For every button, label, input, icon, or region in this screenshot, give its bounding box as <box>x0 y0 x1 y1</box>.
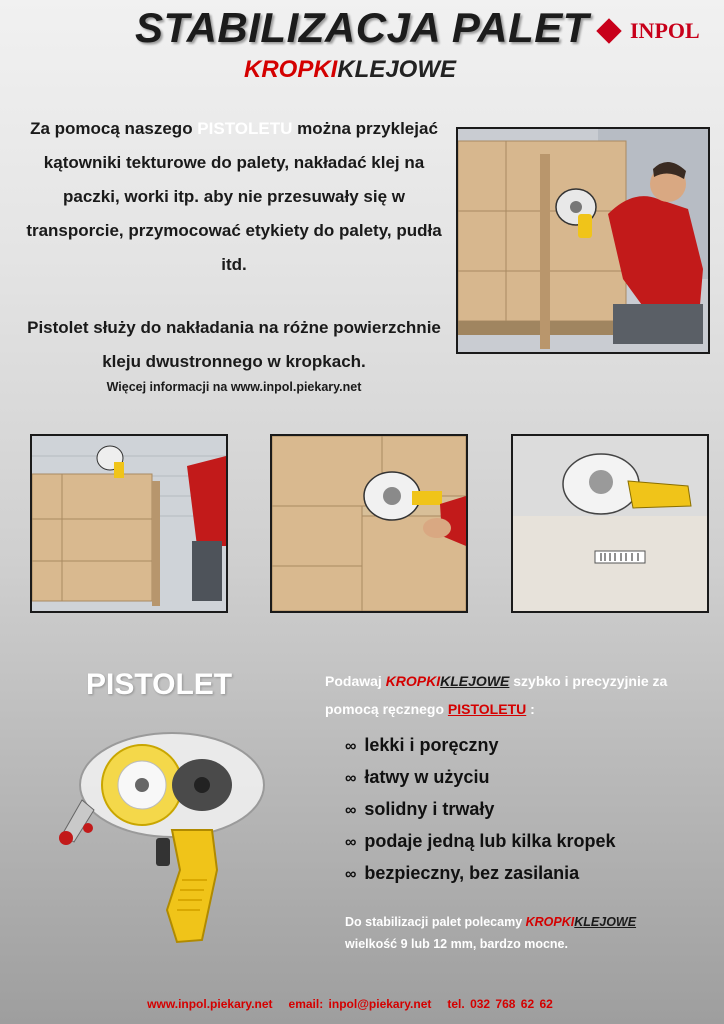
product-intro-red-2: PISTOLETU <box>447 701 527 717</box>
feature-item <box>345 794 615 826</box>
photo-gun-closeup <box>511 434 709 613</box>
page-title: STABILIZACJA PALET <box>135 4 589 51</box>
infinity-icon: ∞ <box>345 802 357 819</box>
inpol-logo <box>600 18 700 44</box>
pallet-corner-image <box>32 436 226 611</box>
recommend-end: wielkość 9 lub 12 mm, bardzo mocne. <box>345 937 568 951</box>
logo-diamond-icon <box>596 18 621 43</box>
photo-box-gun <box>270 434 468 613</box>
feature-label: lekki i poręczny <box>364 735 499 755</box>
product-intro-red: KROPKI <box>385 673 441 689</box>
intro-highlight: PISTOLETU <box>197 119 293 138</box>
tape-gun-illustration <box>52 730 272 950</box>
feature-label: łatwy w użyciu <box>364 767 490 787</box>
feature-item <box>345 826 615 858</box>
product-intro <box>325 667 715 723</box>
logo-text: INPOL <box>630 18 700 43</box>
tape-gun-icon <box>52 730 272 950</box>
intro-text-end: można przyklejać kątowniki tekturowe do palety, nakładać klej na paczki, worki itp. aby nie przesuwały się w transporcie, przymocować etykiety do palety, pudła itd. <box>26 119 442 274</box>
feature-label: bezpieczny, bez zasilania <box>364 863 580 883</box>
footer-website-link[interactable]: www.inpol.piekary.net <box>147 997 273 1011</box>
gun-closeup-image <box>513 436 707 611</box>
product-heading: PISTOLET <box>86 668 233 701</box>
recommendation-text <box>345 911 715 955</box>
infinity-icon: ∞ <box>345 866 357 883</box>
product-intro-start: Podawaj <box>325 673 386 689</box>
footer-contact <box>0 997 700 1011</box>
infinity-icon: ∞ <box>345 770 357 787</box>
more-info-link[interactable]: Więcej informacji na www.inpol.piekary.net <box>106 380 362 394</box>
product-intro-mid: szybko i precyzyjnie za pomocą ręcznego <box>325 673 668 717</box>
infinity-icon: ∞ <box>345 834 357 851</box>
feature-item <box>345 730 615 762</box>
page-subtitle <box>0 56 700 84</box>
recommend-start: Do stabilizacji palet polecamy <box>345 915 526 929</box>
recommend-red: KROPKI <box>525 915 575 929</box>
feature-list <box>345 730 615 890</box>
main-photo <box>456 127 710 354</box>
feature-item <box>345 762 615 794</box>
infinity-icon: ∞ <box>345 738 357 755</box>
footer-phone: tel. 032 768 62 62 <box>447 997 553 1011</box>
feature-label: solidny i trwały <box>364 799 495 819</box>
subtitle-red: KROPKI <box>243 56 338 83</box>
worker-pallet-image <box>458 129 708 352</box>
feature-item <box>345 858 615 890</box>
footer-email-link[interactable]: email: inpol@piekary.net <box>288 997 432 1011</box>
product-intro-end: : <box>526 701 535 717</box>
recommend-underlined: KLEJOWE <box>574 915 637 929</box>
intro-text-start: Za pomocą naszego <box>30 119 198 138</box>
box-gun-image <box>272 436 466 611</box>
product-intro-underlined: KLEJOWE <box>440 673 510 689</box>
photo-pallet-corner <box>30 434 228 613</box>
intro-paragraph-2: Pistolet służy do nakładania na różne powierzchnie kleju dwustronnego w kropkach. <box>27 318 441 371</box>
feature-label: podaje jedną lub kilka kropek <box>364 831 616 851</box>
intro-paragraph <box>18 112 450 282</box>
subtitle-rest: KLEJOWE <box>337 56 457 83</box>
